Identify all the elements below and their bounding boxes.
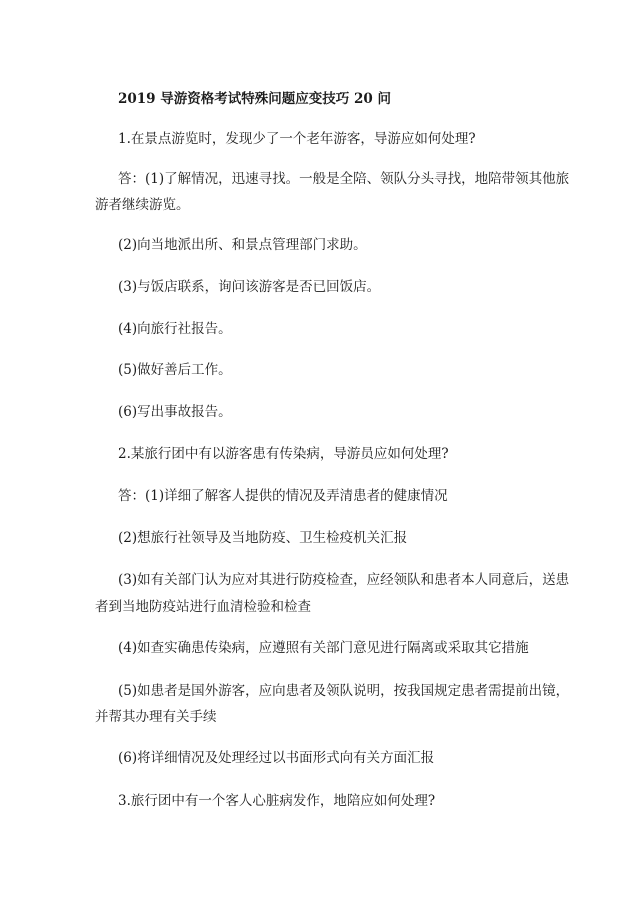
answer-1-item-5: (5)做好善后工作。 [118,362,232,378]
answer-1-line-2: 游者继续游览。 [95,197,190,213]
answer-1-item-4: (4)向旅行社报告。 [118,321,232,337]
answer-2-item-2: (2)想旅行社领导及当地防疫、卫生检疫机关汇报 [118,530,408,546]
answer-1-item-6: (6)写出事故报告。 [118,404,232,420]
question-1: 1.在景点游览时，发现少了一个老年游客，导游应如何处理? [118,131,476,147]
question-3: 3.旅行团中有一个客人心脏病发作，地陪应如何处理? [118,793,436,809]
document-title: 2019 导游资格考试特殊问题应变技巧 20 问 [118,91,391,107]
answer-2-item-6: (6)将详细情况及处理经过以书面形式向有关方面汇报 [118,750,435,766]
answer-2-item-3-line-1: (3)如有关部门认为应对其进行防疫检查，应经领队和患者本人同意后，送患 [118,572,570,588]
answer-2-item-3-line-2: 者到当地防疫站进行血清检验和检查 [95,599,311,615]
answer-1-item-3: (3)与饭店联系，询问该游客是否已回饭店。 [118,279,381,295]
answer-1-line-1: 答：(1)了解情况，迅速寻找。一般是全陪、领队分头寻找，地陪带领其他旅 [118,171,570,187]
answer-2-item-5-line-1: (5)如患者是国外游客，应向患者及领队说明，按我国规定患者需提前出镜， [118,683,570,699]
answer-2-item-4: (4)如查实确患传染病，应遵照有关部门意见进行隔离或采取其它措施 [118,640,529,656]
answer-2-item-1: 答：(1)详细了解客人提供的情况及弄清患者的健康情况 [118,488,448,504]
answer-2-item-5-line-2: 并帮其办理有关手续 [95,709,217,725]
question-2: 2.某旅行团中有以游客患有传染病，导游员应如何处理? [118,446,449,462]
answer-1-item-2: (2)向当地派出所、和景点管理部门求助。 [118,237,367,253]
